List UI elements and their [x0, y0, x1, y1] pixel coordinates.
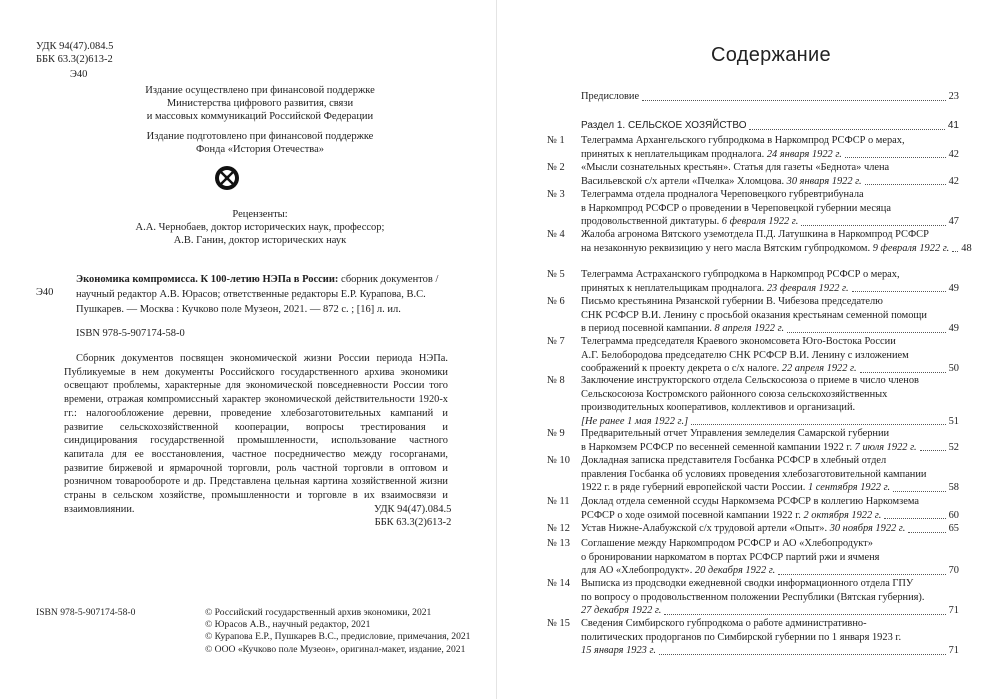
toc-entry-number: № 4 — [547, 229, 565, 240]
toc-entry-line: Письмо крестьянина Рязанской губернии В. Чибезова председателю — [581, 296, 883, 307]
toc-section-label: Раздел 1. СЕЛЬСКОЕ ХОЗЯЙСТВО — [581, 120, 747, 131]
book-description: сборник документов / научный редактор А.В. Юрасов; ответственные редакторы Е.Р. Курапова, В.С. Пушкарев. — Москва : Кучково поле Музеон, 2021. — 872 с. ; [16] л. ил. — [76, 274, 439, 315]
toc-entry-date: 6 февраля 1922 г. — [721, 216, 799, 228]
toc-entry-line — [581, 148, 959, 162]
toc-page-number: 51 — [948, 415, 959, 427]
toc-entry-line: производительных кооперативов, коллективов и организаций. — [581, 402, 856, 414]
toc-entry-line — [581, 242, 972, 256]
toc-entry-date: 15 января 1923 г. — [581, 645, 656, 657]
leader-dots — [749, 129, 944, 130]
toc-entry-text: для АО «Хлебопродукт». 20 декабря 1922 г. — [581, 565, 776, 577]
toc-entry-line: правления Госбанка об условиях проведения хлебозаготовительной кампании — [581, 468, 927, 480]
leader-dots — [952, 251, 958, 252]
toc-entry-body — [581, 161, 959, 188]
toc-entry-text: в Наркомзем РСФСР по весенней семенной кампании 1922 г. 7 июля 1922 г. — [581, 441, 917, 453]
leader-dots — [920, 450, 946, 451]
toc-entry-date: 23 февраля 1922 г. — [766, 282, 849, 294]
toc-entry-body — [581, 454, 959, 495]
abstract — [64, 352, 448, 516]
toc-title: Содержание — [711, 44, 831, 66]
udk-bbk-top — [36, 40, 113, 66]
toc-page-number: 48 — [961, 242, 972, 254]
toc-page-number: 58 — [948, 482, 959, 494]
toc-entry-line: Соглашение между Наркомпродом РСФСР и АО «Хлебопродукт» — [581, 538, 873, 549]
leader-dots — [860, 372, 946, 373]
leader-dots — [642, 100, 946, 101]
toc-entry-line — [581, 481, 959, 495]
toc-entry-date: 7 июля 1922 г. — [854, 441, 917, 453]
toc-entry-line — [581, 522, 959, 536]
toc-entry-number: № 7 — [547, 336, 565, 347]
leader-dots — [659, 654, 946, 655]
toc-entry-line: Телеграмма Астраханского губпродкома в Наркомпрод РСФСР о мерах, — [581, 269, 900, 280]
toc-entry-line: А.Г. Белобородова председателю СНК РСФСР В.И. Ленину с изложением — [581, 349, 909, 361]
toc-entry-number: № 3 — [547, 189, 565, 200]
toc-entry-line: Телеграмма Архангельского губпродкома в Наркомпрод РСФСР о мерах, — [581, 135, 905, 146]
toc-entry-text: в период посевной кампании. 8 апреля 1922 г. — [581, 323, 785, 335]
toc-entry-number: № 8 — [547, 375, 565, 386]
toc-entry-text: продовольственной диктатуры. 6 февраля 1922 г. — [581, 216, 799, 228]
book-title: Экономика компромисса. К 100-летию НЭПа в России: — [76, 274, 339, 285]
bbk-line: ББК 63.3(2)613-2 — [36, 54, 113, 65]
copyright-block — [205, 607, 470, 656]
toc-page-number: 23 — [948, 91, 959, 102]
toc-entry-line: Сельскосоюза Костромского районного союза сельскохозяйственных — [581, 388, 888, 400]
toc-entry-line: Телеграмма отдела продналога Череповецкого губревтрибунала — [581, 189, 864, 200]
toc-entry-body — [581, 374, 959, 428]
toc-entry-date: 30 ноября 1922 г. — [829, 523, 906, 534]
toc-entry-line: в Наркомпрод РСФСР о проведении в Череповецкой губернии месяца — [581, 202, 891, 214]
toc-entry-line: Выписка из продсводки ежедневной сводки информационного отдела ГПУ — [581, 578, 914, 589]
toc-entry-number: № 15 — [547, 618, 570, 629]
toc-entry-text: Васильевской с/х артели «Пчелка» Хломцова. 30 января 1922 г. — [581, 175, 862, 187]
toc-page-number: 49 — [948, 323, 959, 335]
toc-entry-date: 27 декабря 1922 г. — [581, 605, 662, 617]
copyright-line: © Российский государственный архив экономики, 2021 — [205, 607, 432, 618]
toc-preface-label: Предисловие — [581, 91, 640, 102]
toc-entry-line: по вопросу о продовольственном положении Республики (Вятская губерния). — [581, 591, 925, 603]
toc-entry-body — [581, 295, 959, 336]
reviewer: А.А. Чернобаев, доктор исторических наук, профессор; — [135, 222, 385, 233]
funding-line: и массовых коммуникаций Российской Федерации — [146, 111, 374, 122]
toc-page-number: 41 — [947, 120, 959, 131]
toc-entry-body — [581, 537, 959, 578]
toc-entry-body — [581, 427, 959, 454]
copyright-line: © Юрасов А.В., научный редактор, 2021 — [205, 619, 371, 631]
toc-entry-line: о бронировании наркоматом в портах РСФСР партий ржи и ячменя — [581, 551, 880, 563]
funding-line: Министерства цифрового развития, связи — [166, 98, 354, 109]
funding-line: Издание подготовлено при финансовой поддержке — [146, 131, 374, 142]
toc-entry-line — [581, 644, 959, 658]
udk-bbk-bottom — [374, 503, 451, 529]
abstract-text: Сборник документов посвящен экономической жизни России периода НЭПа. Публикуемые в нем документы Российского государственного архива экономики освещают проблемы, характерные для экономической повседневности России того времени, отражая компромиссный характер экономической действительности 1920-х гг.: налогообложение деревни, проведение хлебозаготовительных кампаний и развитие сельскохозяйственной кооперации, вопросы трестирования и синдицирования государственной промышленности, использование частного капитала для ее восстановления, частное посредничество между госорганами, развитие биржевой и ярмарочной торговли, роль частной торговли в оптовом и розничном товарообороте и др. Представлена цельная картина хозяйственной жизни страны в сельском хозяйстве, промышленности и торговле в их взаимосвязи и взаимовлиянии. — [64, 353, 448, 515]
toc-entry-number: № 12 — [547, 523, 570, 534]
toc-entry-text: соображений к проекту декрета о с/х налоге. 22 апреля 1922 г. — [581, 363, 857, 375]
toc-page-number: 65 — [948, 523, 959, 534]
toc-entry-date: 30 января 1922 г. — [786, 175, 862, 187]
toc-entry-body — [581, 617, 959, 658]
toc-entry-date: 20 декабря 1922 г. — [694, 565, 776, 577]
toc-entry-body — [581, 228, 972, 255]
toc-entry-date: [Не ранее 1 мая 1922 г.] — [581, 415, 689, 427]
fund-logo — [213, 162, 283, 194]
toc-entry-line: политических продорганов по Симбирской губернии по 1 января 1923 г. — [581, 631, 902, 643]
toc-entry-line: Докладная записка представителя Госбанка РСФСР в хлебный отдел — [581, 455, 887, 466]
reviewers-title: Рецензенты: — [232, 209, 288, 220]
toc-entry-number: № 9 — [547, 428, 565, 439]
toc-entry-line — [581, 282, 959, 296]
toc-page-number: 52 — [948, 441, 959, 453]
toc-page-number: 42 — [948, 148, 959, 160]
toc-entry-text: на незаконную реквизицию у него масла Вятским губпродкомом. 9 февраля 1922 г. — [581, 242, 950, 254]
toc-entry-line — [581, 441, 959, 455]
bibliographic-record — [76, 272, 448, 317]
toc-entry-line: Доклад отдела семенной ссуды Наркомзема РСФСР в коллегию Наркомзема — [581, 496, 919, 507]
leader-dots — [787, 332, 945, 333]
toc-entry-line — [581, 509, 959, 523]
toc-entry-text: 1922 г. в ряде губерний европейской части России. 1 сентября 1922 г. — [581, 482, 891, 494]
leader-dots — [845, 157, 946, 158]
leader-dots — [908, 532, 945, 533]
reviewer: А.В. Ганин, доктор исторических наук — [173, 235, 347, 246]
toc-entry-number: № 2 — [547, 162, 565, 173]
biblio-author-mark: Э40 — [36, 287, 54, 298]
toc-entry-number: № 13 — [547, 538, 570, 549]
funding-line: Фонда «История Отечества» — [195, 144, 325, 155]
toc-entry-text: принятых к неплательщикам продналога. 23 февраля 1922 г. — [581, 282, 849, 294]
toc-entry-line — [581, 322, 959, 336]
toc-entry-line — [581, 604, 959, 618]
toc-entry-line — [581, 175, 959, 189]
leader-dots — [852, 291, 946, 292]
funding-note-ministry — [90, 84, 430, 123]
toc-entry-number: № 1 — [547, 135, 565, 146]
toc-entry-number: № 10 — [547, 455, 570, 466]
toc-page-number: 50 — [948, 363, 959, 375]
leader-dots — [691, 424, 946, 425]
funding-line: Издание осуществлено при финансовой поддержке — [145, 85, 375, 96]
toc-entry-number: № 11 — [547, 496, 570, 507]
toc-entry-date: 24 января 1922 г. — [766, 148, 842, 160]
leader-dots — [893, 491, 946, 492]
leader-dots — [778, 574, 945, 575]
funding-note-fund — [90, 130, 430, 156]
toc-entry-line: СНК РСФСР В.И. Ленину с просьбой оказания крестьянам семенной помощи — [581, 309, 927, 321]
toc-entry-number: № 5 — [547, 269, 565, 280]
toc-entry-line: Предварительный отчет Управления земледелия Самарской губернии — [581, 428, 890, 439]
toc-entry-date: 1 сентября 1922 г. — [807, 482, 891, 494]
toc-entry-date: 2 октября 1922 г. — [803, 509, 882, 521]
toc-entry-line — [581, 564, 959, 578]
toc-entry-text: принятых к неплательщикам продналога. 24 января 1922 г. — [581, 148, 842, 160]
toc-page-number: 42 — [948, 175, 959, 187]
udk-line: УДК 94(47).084.5 — [374, 504, 452, 515]
toc-page-number: 71 — [948, 605, 959, 617]
toc-page-number: 47 — [948, 216, 959, 228]
leader-dots — [801, 225, 945, 226]
toc-entry-text: РСФСР о ходе озимой посевной кампании 1922 г. 2 октября 1922 г. — [581, 509, 882, 521]
isbn-footer: ISBN 978-5-907174-58-0 — [36, 607, 136, 618]
toc-entry-date: 22 апреля 1922 г. — [781, 363, 857, 375]
toc-entry-line: Телеграмма председателя Краевого экономсовета Юго-Востока России — [581, 336, 896, 347]
toc-page-number: 49 — [948, 282, 959, 294]
toc-page-number: 71 — [948, 645, 959, 657]
toc-entry-number: № 14 — [547, 578, 570, 589]
leader-dots — [884, 518, 945, 519]
toc-entry-line: Заключение инструкторского отдела Сельскосоюза о приеме в число членов — [581, 375, 919, 386]
udk-line: УДК 94(47).084.5 — [36, 41, 114, 52]
toc-entry-body — [581, 188, 959, 229]
bbk-line: ББК 63.3(2)613-2 — [374, 517, 452, 528]
toc-entry-body — [581, 577, 959, 618]
toc-entry-body — [581, 134, 959, 161]
toc-page-number: 70 — [948, 565, 959, 577]
reviewers-block — [90, 208, 430, 247]
toc-entry-text: Устав Нижне-Алабужской с/х трудовой артели «Опыт». 30 ноября 1922 г. — [581, 523, 906, 534]
toc-entry-body — [581, 522, 959, 536]
toc-section-heading[interactable] — [581, 119, 959, 133]
toc-page-number: 60 — [948, 509, 959, 521]
toc-entry-line: Сведения Симбирского губпродкома о работе административно- — [581, 618, 867, 629]
toc-entry-line: Жалоба агронома Вятского уземотдела П.Д. Латушкина в Наркомпрод РСФСР — [581, 229, 929, 240]
isbn-record: ISBN 978-5-907174-58-0 — [76, 328, 185, 339]
toc-entry-body — [581, 268, 959, 295]
copyright-line: © ООО «Кучково поле Музеон», оригинал-макет, издание, 2021 — [205, 643, 466, 655]
toc-entry-date: 8 апреля 1922 г. — [714, 323, 785, 335]
leader-dots — [865, 184, 946, 185]
toc-entry-date: 9 февраля 1922 г. — [872, 242, 950, 254]
toc-entry-body — [581, 495, 959, 522]
toc-preface[interactable] — [581, 90, 959, 104]
toc-entry-number: № 6 — [547, 296, 565, 307]
toc-entry-line — [581, 215, 959, 229]
author-mark: Э40 — [70, 69, 88, 80]
toc-entry-body — [581, 335, 959, 376]
copyright-line: © Курапова Е.Р., Пушкарев В.С., предисловие, примечания, 2021 — [205, 631, 471, 643]
leader-dots — [664, 614, 945, 615]
toc-entry-line: «Мысли сознательных крестьян». Статья для газеты «Беднота» члена — [581, 162, 890, 173]
